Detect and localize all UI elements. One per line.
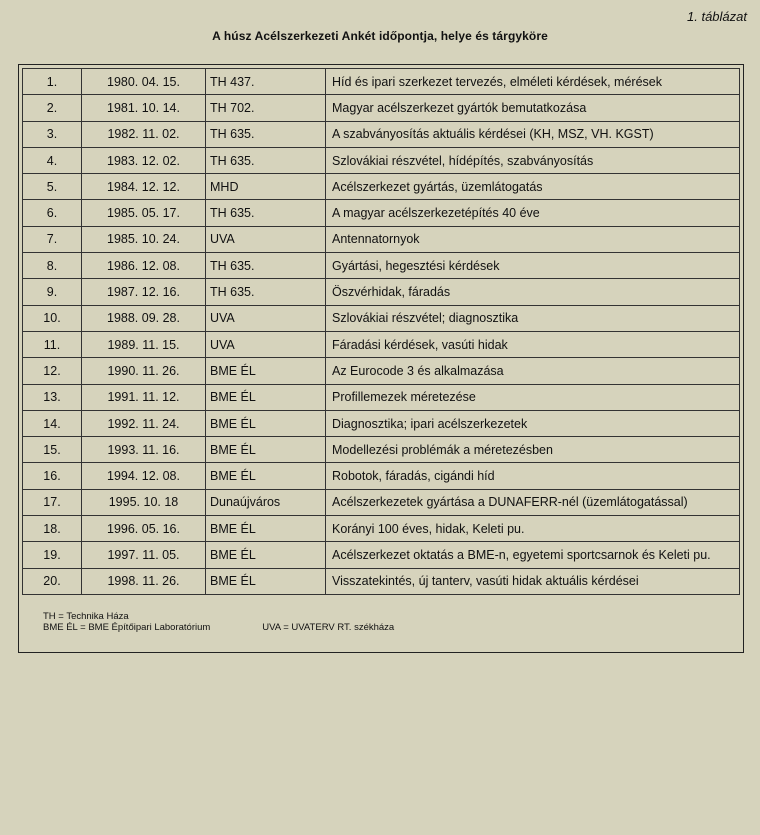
row-location: TH 635.	[206, 147, 326, 173]
row-location: TH 635.	[206, 253, 326, 279]
row-date: 1988. 09. 28.	[82, 305, 206, 331]
row-number: 9.	[23, 279, 82, 305]
table-row	[23, 384, 740, 410]
row-location: UVA	[206, 331, 326, 357]
row-topic: Visszatekintés, új tanterv, vasúti hidak aktuális kérdései	[326, 568, 740, 594]
row-location: TH 437.	[206, 69, 326, 95]
row-topic: Acélszerkezetek gyártása a DUNAFERR-nél (üzemlátogatással)	[326, 489, 740, 515]
row-number: 13.	[23, 384, 82, 410]
row-date: 1983. 12. 02.	[82, 147, 206, 173]
row-topic: Acélszerkezet gyártás, üzemlátogatás	[326, 174, 740, 200]
row-topic: A szabványosítás aktuális kérdései (KH, MSZ, VH. KGST)	[326, 121, 740, 147]
table-row	[23, 200, 740, 226]
row-number: 16.	[23, 463, 82, 489]
row-number: 12.	[23, 358, 82, 384]
row-number: 17.	[23, 489, 82, 515]
table-row	[23, 95, 740, 121]
table-row	[23, 147, 740, 173]
row-location: BME ÉL	[206, 463, 326, 489]
row-topic: Gyártási, hegesztési kérdések	[326, 253, 740, 279]
table-title: A húsz Acélszerkezeti Ankét időpontja, helye és tárgyköre	[212, 29, 548, 43]
row-number: 5.	[23, 174, 82, 200]
row-topic: Híd és ipari szerkezet tervezés, elméleti kérdések, mérések	[326, 69, 740, 95]
row-topic: Acélszerkezet oktatás a BME-n, egyetemi sportcsarnok és Keleti pu.	[326, 542, 740, 568]
row-topic: Korányi 100 éves, hidak, Keleti pu.	[326, 516, 740, 542]
row-date: 1985. 10. 24.	[82, 226, 206, 252]
row-location: BME ÉL	[206, 358, 326, 384]
row-topic: Diagnosztika; ipari acélszerkezetek	[326, 410, 740, 436]
row-date: 1998. 11. 26.	[82, 568, 206, 594]
row-topic: Profillemezek méretezése	[326, 384, 740, 410]
row-number: 7.	[23, 226, 82, 252]
table-frame	[18, 64, 744, 653]
table-row	[23, 516, 740, 542]
table-legend	[43, 611, 394, 633]
table-row	[23, 174, 740, 200]
row-topic: Öszvérhidak, fáradás	[326, 279, 740, 305]
row-topic: Modellezési problémák a méretezésben	[326, 437, 740, 463]
row-topic: Szlovákiai részvétel, hídépítés, szabványosítás	[326, 147, 740, 173]
table-row	[23, 226, 740, 252]
table-row	[23, 437, 740, 463]
row-date: 1985. 05. 17.	[82, 200, 206, 226]
row-topic: Magyar acélszerkezet gyártók bemutatkozása	[326, 95, 740, 121]
legend-bme: BME ÉL = BME Építőipari Laboratórium	[43, 622, 211, 633]
row-location: TH 702.	[206, 95, 326, 121]
row-topic: Robotok, fáradás, cigándi híd	[326, 463, 740, 489]
row-number: 8.	[23, 253, 82, 279]
table-row	[23, 305, 740, 331]
legend-uva: UVA = UVATERV RT. székháza	[262, 622, 395, 633]
row-location: UVA	[206, 305, 326, 331]
row-number: 20.	[23, 568, 82, 594]
row-location: BME ÉL	[206, 437, 326, 463]
row-topic: Fáradási kérdések, vasúti hidak	[326, 331, 740, 357]
row-number: 10.	[23, 305, 82, 331]
table-number-label: 1. táblázat	[687, 9, 747, 24]
table-row	[23, 331, 740, 357]
table-row	[23, 121, 740, 147]
row-location: BME ÉL	[206, 542, 326, 568]
table-row	[23, 358, 740, 384]
row-number: 3.	[23, 121, 82, 147]
row-location: BME ÉL	[206, 384, 326, 410]
row-date: 1981. 10. 14.	[82, 95, 206, 121]
row-number: 14.	[23, 410, 82, 436]
row-number: 1.	[23, 69, 82, 95]
row-date: 1989. 11. 15.	[82, 331, 206, 357]
row-location: MHD	[206, 174, 326, 200]
row-location: TH 635.	[206, 121, 326, 147]
row-number: 6.	[23, 200, 82, 226]
row-topic: Antennatornyok	[326, 226, 740, 252]
row-date: 1995. 10. 18	[82, 489, 206, 515]
row-location: BME ÉL	[206, 568, 326, 594]
table-row	[23, 463, 740, 489]
row-number: 11.	[23, 331, 82, 357]
row-number: 2.	[23, 95, 82, 121]
table-row	[23, 568, 740, 594]
row-location: TH 635.	[206, 200, 326, 226]
row-date: 1997. 11. 05.	[82, 542, 206, 568]
events-table	[22, 68, 740, 595]
row-number: 4.	[23, 147, 82, 173]
legend-th: TH = Technika Háza	[43, 611, 129, 622]
row-date: 1991. 11. 12.	[82, 384, 206, 410]
row-date: 1986. 12. 08.	[82, 253, 206, 279]
row-number: 19.	[23, 542, 82, 568]
row-date: 1993. 11. 16.	[82, 437, 206, 463]
row-date: 1984. 12. 12.	[82, 174, 206, 200]
row-topic: Az Eurocode 3 és alkalmazása	[326, 358, 740, 384]
table-row	[23, 542, 740, 568]
row-date: 1994. 12. 08.	[82, 463, 206, 489]
table-row	[23, 69, 740, 95]
row-date: 1982. 11. 02.	[82, 121, 206, 147]
row-number: 15.	[23, 437, 82, 463]
table-row	[23, 410, 740, 436]
row-topic: Szlovákiai részvétel; diagnosztika	[326, 305, 740, 331]
row-location: UVA	[206, 226, 326, 252]
table-row	[23, 489, 740, 515]
row-date: 1992. 11. 24.	[82, 410, 206, 436]
row-location: Dunaújváros	[206, 489, 326, 515]
table-row	[23, 279, 740, 305]
row-date: 1996. 05. 16.	[82, 516, 206, 542]
row-number: 18.	[23, 516, 82, 542]
row-date: 1990. 11. 26.	[82, 358, 206, 384]
row-topic: A magyar acélszerkezetépítés 40 éve	[326, 200, 740, 226]
row-location: BME ÉL	[206, 516, 326, 542]
row-date: 1980. 04. 15.	[82, 69, 206, 95]
row-location: BME ÉL	[206, 410, 326, 436]
row-location: TH 635.	[206, 279, 326, 305]
table-row	[23, 253, 740, 279]
row-date: 1987. 12. 16.	[82, 279, 206, 305]
